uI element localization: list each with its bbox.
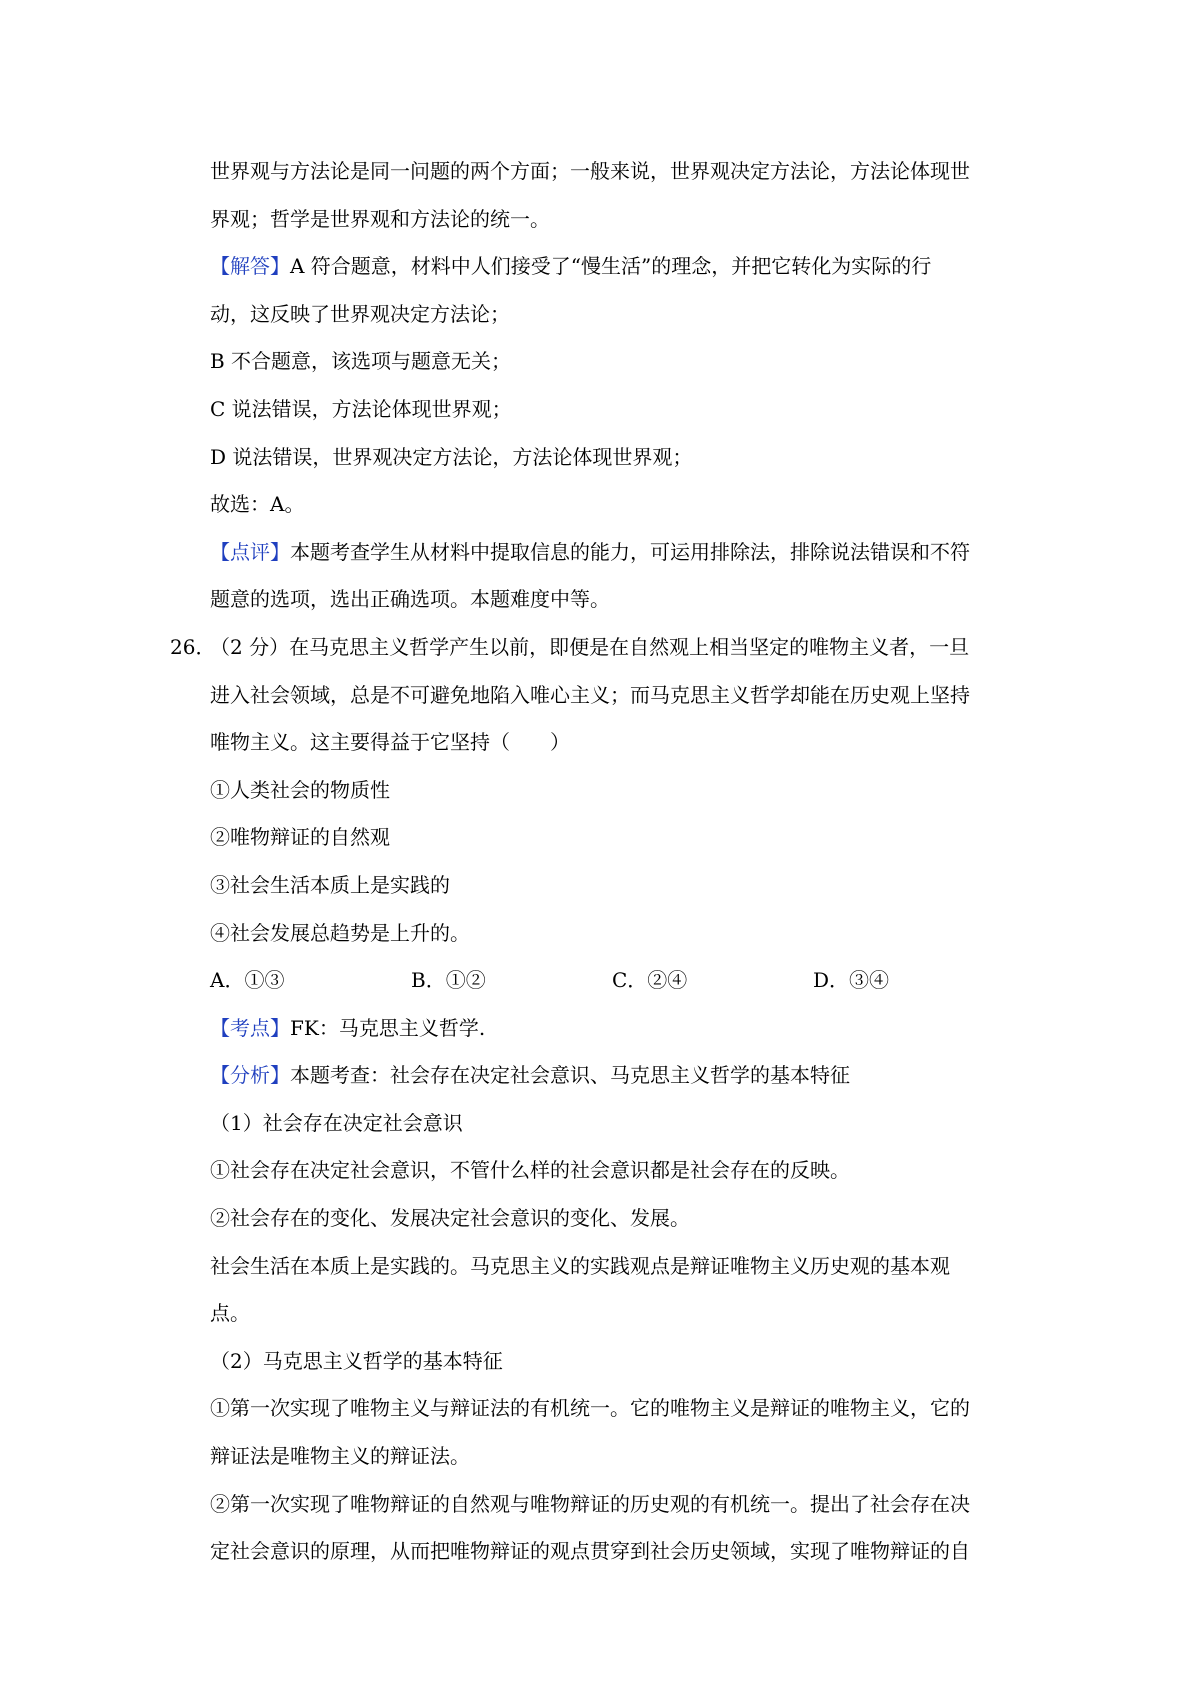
- analysis-line: 辩证法是唯物主义的辩证法。: [210, 1444, 470, 1469]
- analysis-continuation-line: 世界观与方法论是同一问题的两个方面；一般来说，世界观决定方法论，方法论体现世: [210, 159, 970, 183]
- answer-line: [210, 243, 1022, 291]
- answer-line: 动，这反映了世界观决定方法论；: [210, 301, 510, 326]
- question-stem-line: [170, 624, 1022, 672]
- answer-line: 故选：A。: [210, 492, 305, 517]
- answer-tag: 【解答】: [210, 254, 290, 279]
- analysis-tag: 【分析】: [210, 1063, 290, 1088]
- analysis-line: ②社会存在的变化、发展决定社会意识的变化、发展。: [210, 1206, 690, 1231]
- analysis-line: （1）社会存在决定社会意识: [210, 1110, 463, 1135]
- point-text: FK：马克思主义哲学.: [290, 1015, 486, 1040]
- comment-line: 题意的选项，选出正确选项。本题难度中等。: [210, 587, 610, 612]
- analysis-line: ②第一次实现了唯物辩证的自然观与唯物辩证的历史观的有机统一。提出了社会存在决: [210, 1491, 970, 1516]
- analysis-line: （2）马克思主义哲学的基本特征: [210, 1348, 503, 1373]
- statement-item: ①人类社会的物质性: [210, 777, 390, 802]
- analysis-line: ①第一次实现了唯物主义与辩证法的有机统一。它的唯物主义是辩证的唯物主义，它的: [210, 1396, 970, 1421]
- statement-item: ④社会发展总趋势是上升的。: [210, 920, 470, 945]
- statement-item: ③社会生活本质上是实践的: [210, 872, 450, 897]
- question-stem-line: 唯物主义。这主要得益于它坚持（ ）: [210, 730, 570, 755]
- answer-line: C 说法错误，方法论体现世界观；: [210, 396, 512, 421]
- question-stem-line: 进入社会领域，总是不可避免地陷入唯心主义；而马克思主义哲学却能在历史观上坚持: [210, 682, 970, 707]
- analysis-continuation-line: 界观；哲学是世界观和方法论的统一。: [210, 206, 550, 231]
- comment-text: 本题考查学生从材料中提取信息的能力，可运用排除法，排除说法错误和不符: [290, 539, 970, 564]
- comment-line: [210, 529, 1022, 577]
- analysis-line: ①社会存在决定社会意识，不管什么样的社会意识都是社会存在的反映。: [210, 1158, 850, 1183]
- option-b: B．①②: [411, 968, 486, 993]
- analysis-intro: 本题考查：社会存在决定社会意识、马克思主义哲学的基本特征: [290, 1063, 850, 1088]
- question-number: 26．: [170, 634, 216, 659]
- option-c: C．②④: [612, 968, 688, 993]
- option-a: A．①③: [210, 968, 285, 993]
- point-tag: 【考点】: [210, 1015, 290, 1040]
- question-stem-text: （2 分）在马克思主义哲学产生以前，即便是在自然观上相当坚定的唯物主义者，一旦: [210, 634, 970, 659]
- point-line: [210, 1005, 1022, 1053]
- answer-line: D 说法错误，世界观决定方法论，方法论体现世界观；: [210, 444, 693, 469]
- analysis-line: 定社会意识的原理，从而把唯物辩证的观点贯穿到社会历史领域，实现了唯物辩证的自: [210, 1539, 970, 1564]
- answer-line: B 不合题意，该选项与题意无关；: [210, 349, 512, 374]
- analysis-line: 点。: [210, 1301, 250, 1326]
- comment-tag: 【点评】: [210, 539, 290, 564]
- answer-options: [210, 957, 1022, 1005]
- analysis-line: [210, 1052, 1022, 1100]
- answer-text: A 符合题意，材料中人们接受了“慢生活”的理念，并把它转化为实际的行: [290, 254, 932, 279]
- page-content: [170, 148, 1022, 1576]
- statement-item: ②唯物辩证的自然观: [210, 825, 390, 850]
- option-d: D．③④: [813, 968, 890, 993]
- analysis-line: 社会生活在本质上是实践的。马克思主义的实践观点是辩证唯物主义历史观的基本观: [210, 1253, 950, 1278]
